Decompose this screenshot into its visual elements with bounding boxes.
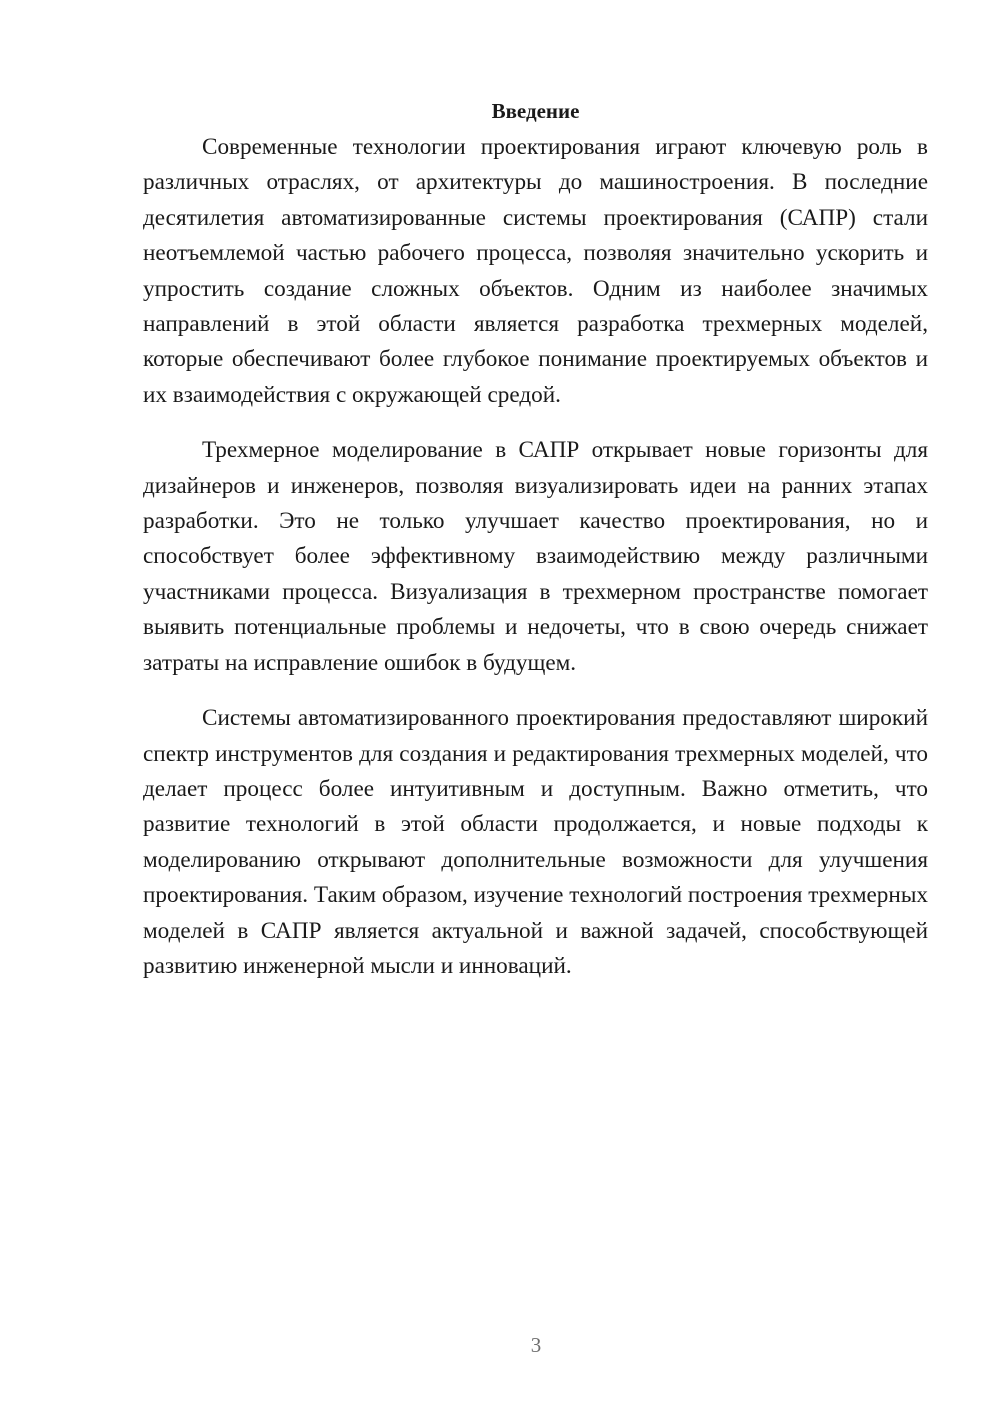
paragraph-2: Трехмерное моделирование в САПР открывает новые горизонты для дизайнеров и инженеров, позволяя визуализировать идеи на ранних этапах разработки. Это не только улучшает качество проектирования, но и способствует более эффективному взаимодействию между различными участниками процесса. Визуализация в трехмерном пространстве помогает выявить потенциальные проблемы и недочеты, что в свою очередь снижает затраты на исправление ошибок в будущем. <box>143 437 928 676</box>
page-content <box>143 96 928 1004</box>
section-title: Введение <box>491 99 580 123</box>
paragraph-1: Современные технологии проектирования играют ключевую роль в различных отраслях, от архитектуры до машиностроения. В последние десятилетия автоматизированные системы проектирования (САПР) стали неотъемлемой частью рабочего процесса, позволяя значительно ускорить и упростить создание сложных объектов. Одним из наиболее значимых направлений в этой области является разработка трехмерных моделей, которые обеспечивают более глубокое понимание проектируемых объектов и их взаимодействия с окружающей средой. <box>143 134 928 408</box>
page-number: 3 <box>530 1333 542 1357</box>
paragraph-3: Системы автоматизированного проектирования предоставляют широкий спектр инструментов для создания и редактирования трехмерных моделей, что делает процесс более интуитивным и доступным. Важно отметить, что развитие технологий в этой области продолжается, и новые подходы к моделированию открывают дополнительные возможности для улучшения проектирования. Таким образом, изучение технологий построения трехмерных моделей в САПР является актуальной и важной задачей, способствующей развитию инженерной мысли и инноваций. <box>143 705 928 979</box>
